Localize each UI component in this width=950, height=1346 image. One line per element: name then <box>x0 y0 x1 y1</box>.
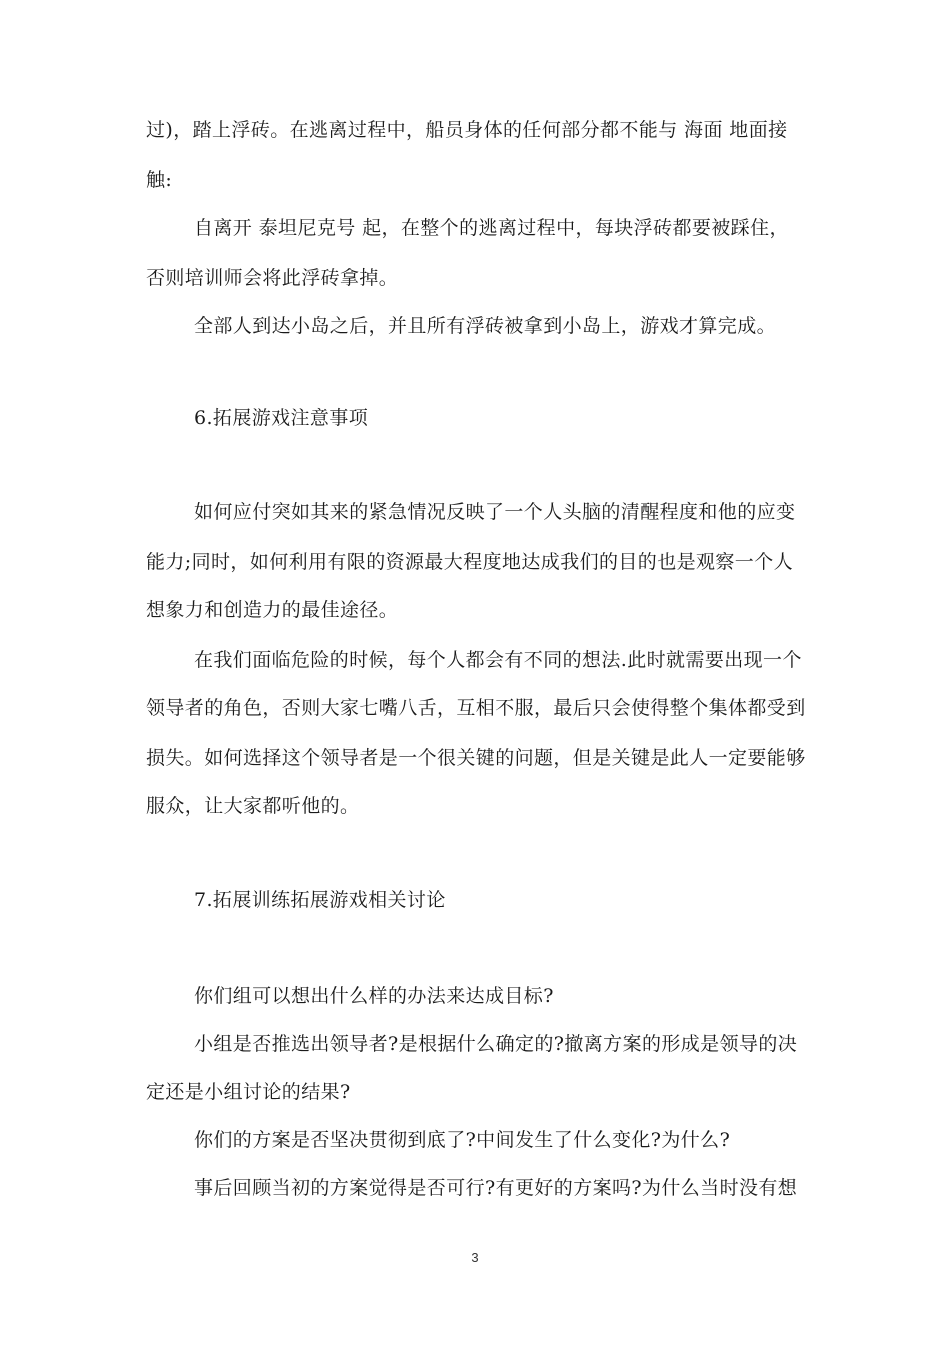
body-line: 定还是小组讨论的结果? <box>146 1081 351 1103</box>
page-number: 3 <box>471 1250 479 1265</box>
body-line: 你们的方案是否坚决贯彻到底了?中间发生了什么变化?为什么? <box>194 1129 731 1151</box>
body-line: 损失。如何选择这个领导者是一个很关键的问题，但是关键是此人一定要能够 <box>146 747 806 769</box>
body-line: 如何应付突如其来的紧急情况反映了一个人头脑的清醒程度和他的应变 <box>194 501 796 523</box>
body-line: 你们组可以想出什么样的办法来达成目标? <box>194 985 554 1007</box>
body-line: 自离开 泰坦尼克号 起，在整个的逃离过程中，每块浮砖都要被踩住， <box>194 217 789 239</box>
body-line: 能力;同时，如何利用有限的资源最大程度地达成我们的目的也是观察一个人 <box>146 551 794 573</box>
body-line: 在我们面临危险的时候，每个人都会有不同的想法.此时就需要出现一个 <box>194 649 802 671</box>
body-line: 小组是否推选出领导者?是根据什么确定的?撤离方案的形成是领导的决 <box>194 1033 798 1055</box>
body-line: 想象力和创造力的最佳途径。 <box>146 599 399 621</box>
body-line: 全部人到达小岛之后，并且所有浮砖被拿到小岛上，游戏才算完成。 <box>194 315 777 337</box>
section-heading: 6.拓展游戏注意事项 <box>194 407 369 429</box>
body-line: 否则培训师会将此浮砖拿掉。 <box>146 267 399 289</box>
body-line: 触: <box>146 169 173 191</box>
section-heading: 7.拓展训练拓展游戏相关讨论 <box>194 889 446 911</box>
body-line: 服众，让大家都听他的。 <box>146 795 360 817</box>
body-line: 事后回顾当初的方案觉得是否可行?有更好的方案吗?为什么当时没有想 <box>194 1177 798 1199</box>
body-line: 领导者的角色，否则大家七嘴八舌，互相不服，最后只会使得整个集体都受到 <box>146 697 806 719</box>
body-line: 过)，踏上浮砖。在逃离过程中，船员身体的任何部分都不能与 海面 地面接 <box>146 119 788 141</box>
